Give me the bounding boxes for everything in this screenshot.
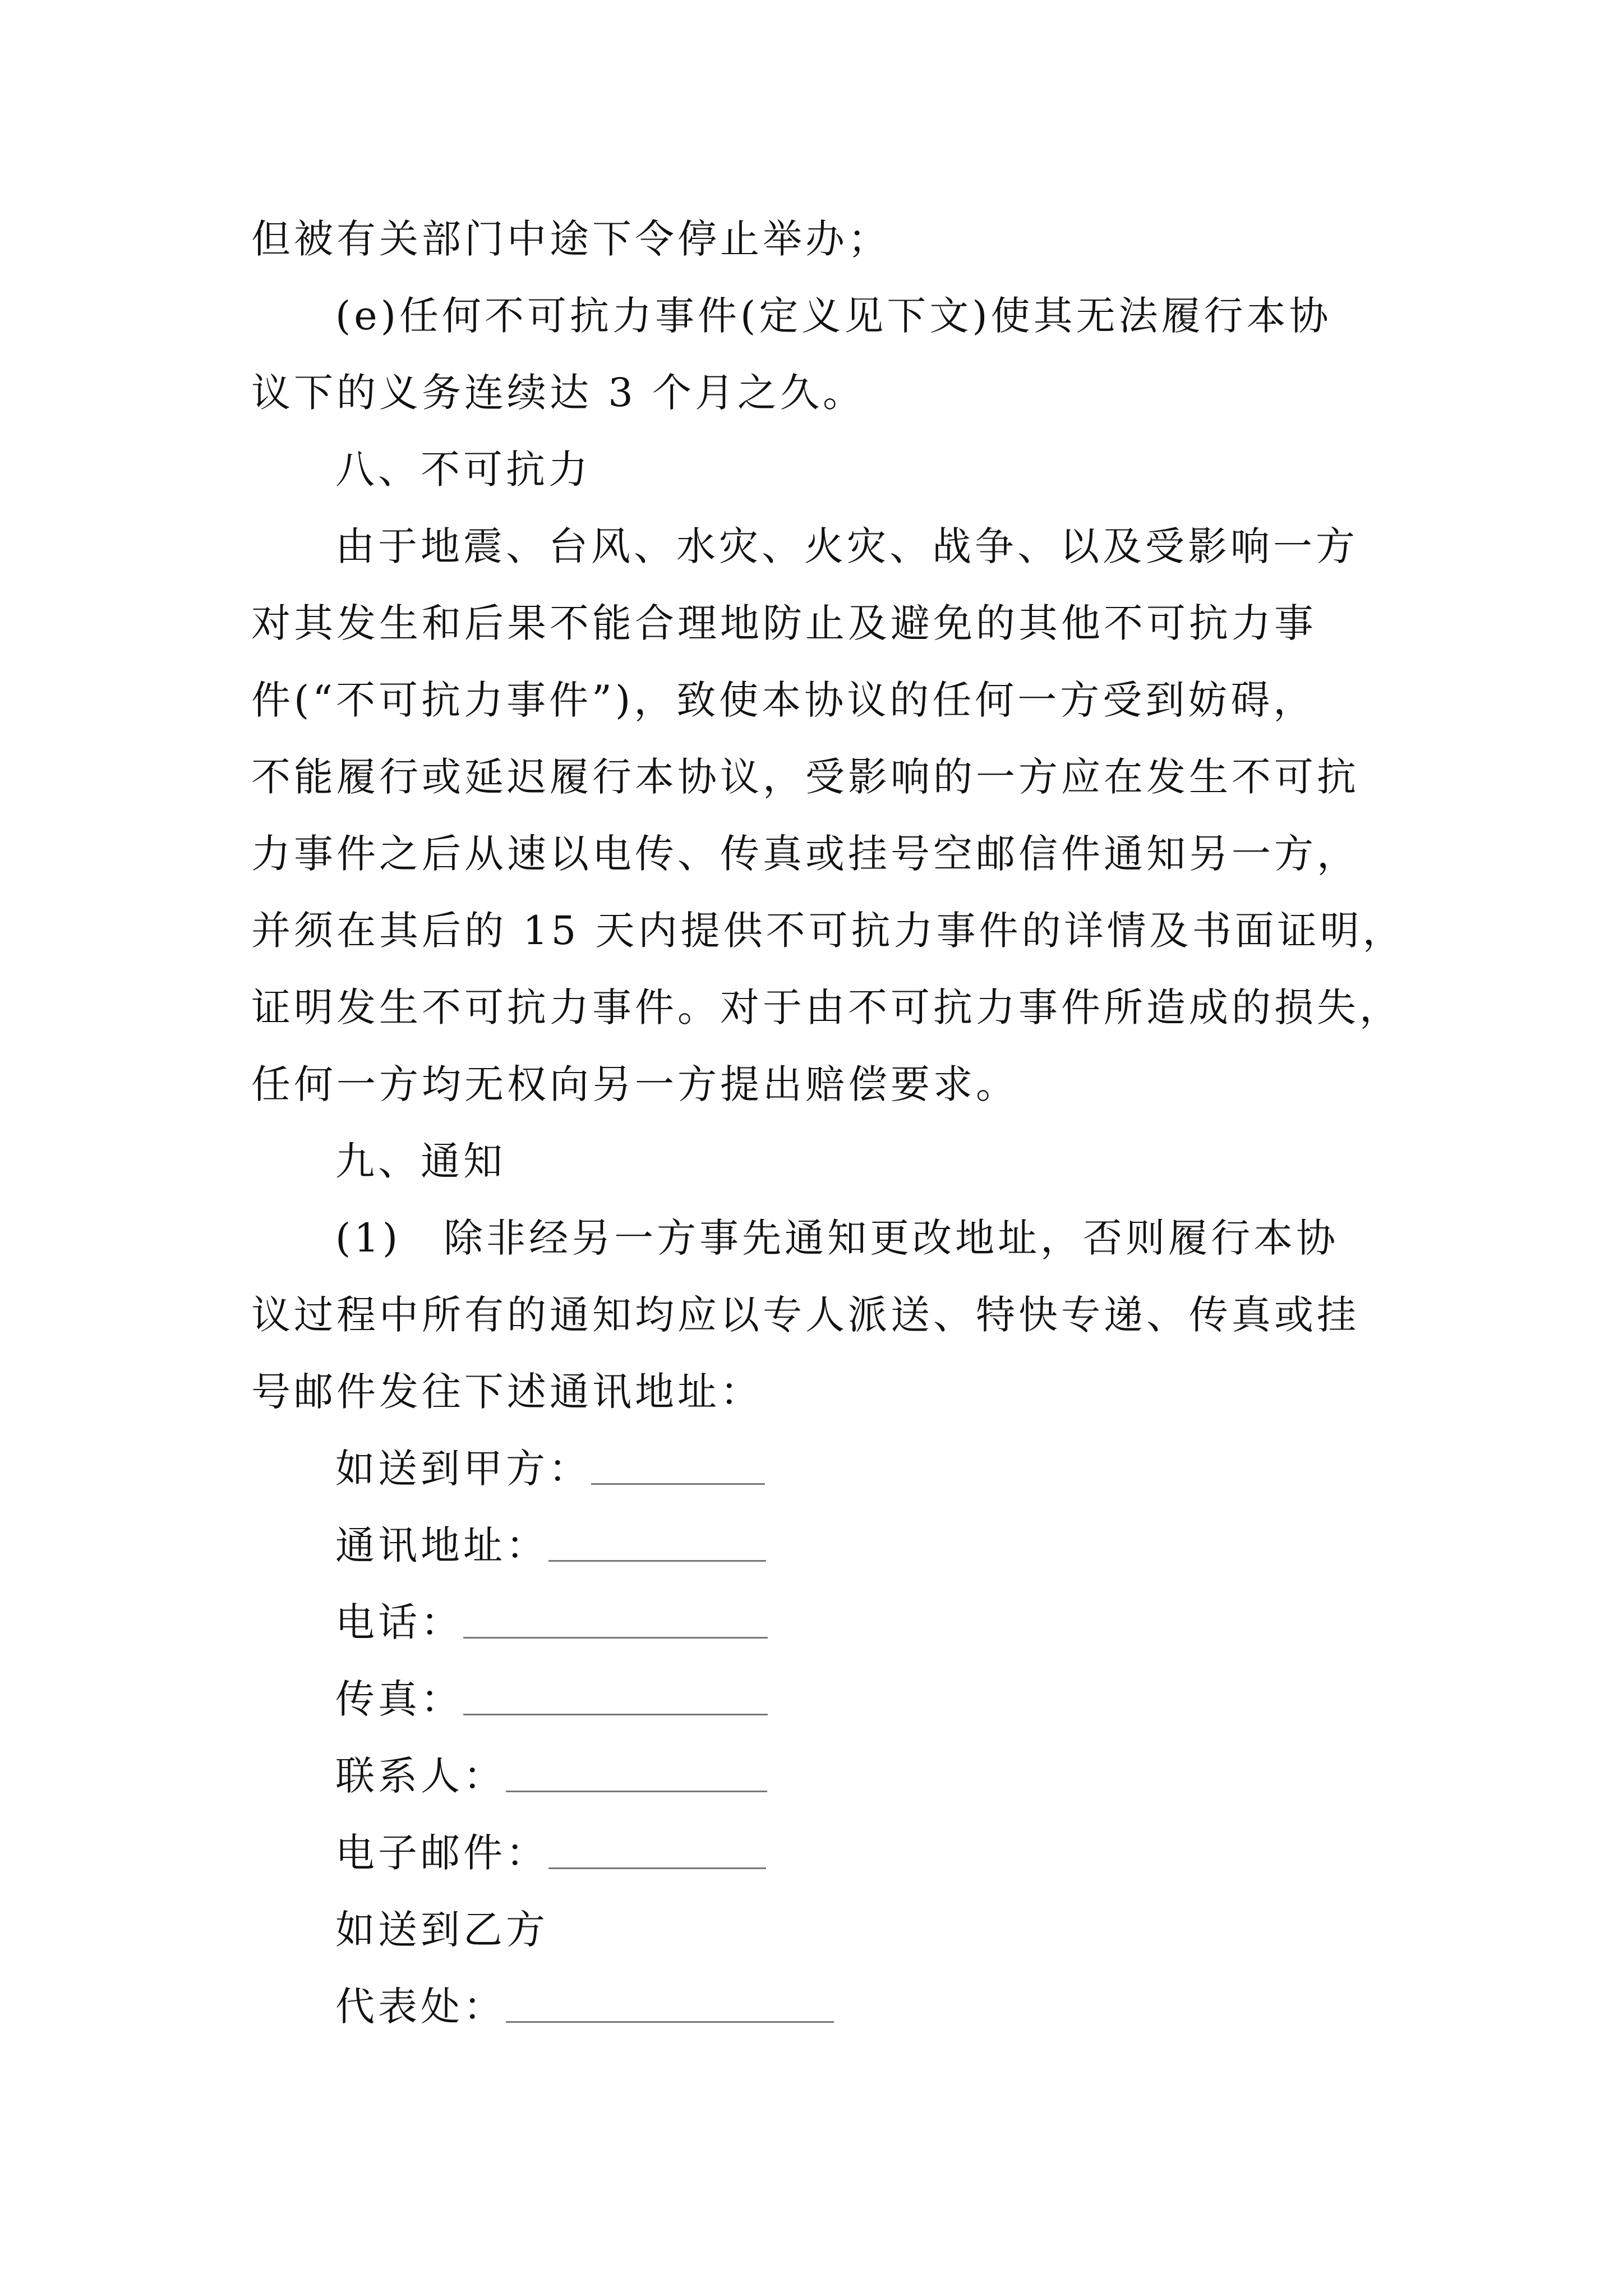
- paragraph-line: 但被有关部门中途下令停止举办；: [251, 216, 891, 262]
- office-label: 代表处：: [335, 1984, 506, 2030]
- paragraph-line: 力事件之后从速以电传、传真或挂号空邮信件通知另一方，: [251, 831, 1359, 877]
- fax-field: [251, 1661, 1399, 1738]
- paragraph-line: 并须在其后的 15 天内提供不可抗力事件的详情及书面证明，: [251, 908, 1405, 954]
- party-a-label: 如送到甲方：: [335, 1446, 591, 1492]
- party-a-field: [251, 1430, 1399, 1507]
- email-field: [251, 1815, 1399, 1892]
- contact-field: [251, 1738, 1399, 1815]
- party-b-label: 如送到乙方: [335, 1907, 548, 1953]
- paragraph-line: 由于地震、台风、水灾、火灾、战争、以及受影响一方: [335, 523, 1358, 569]
- phone-label: 电话：: [335, 1599, 463, 1645]
- address-label: 通讯地址：: [335, 1522, 548, 1568]
- document-body: [251, 201, 1405, 2045]
- paragraph-line: 议过程中所有的通知均应以专人派送、特快专递、传真或挂: [251, 1292, 1359, 1338]
- office-blank[interactable]: [506, 2021, 834, 2023]
- paragraph-line: 议下的义务连续达 3 个月之久。: [251, 370, 866, 416]
- phone-blank[interactable]: [463, 1637, 768, 1639]
- contact-label: 联系人：: [335, 1753, 506, 1799]
- paragraph-line: 证明发生不可抗力事件。对于由不可抗力事件所造成的损失，: [251, 984, 1402, 1030]
- paragraph-line: 任何一方均无权向另一方提出赔偿要求。: [251, 1061, 1018, 1107]
- paragraph-line: 对其发生和后果不能合理地防止及避免的其他不可抗力事: [251, 600, 1317, 646]
- address-blank[interactable]: [548, 1560, 766, 1562]
- fax-label: 传真：: [335, 1676, 463, 1722]
- paragraph-line: 件(“不可抗力事件”)，致使本协议的任何一方受到妨碍，: [251, 677, 1316, 723]
- section-heading-force-majeure: 八、不可抗力: [335, 447, 591, 493]
- fax-blank[interactable]: [463, 1714, 768, 1715]
- paragraph-line: (e)任何不可抗力事件(定义见下文)使其无法履行本协: [335, 293, 1332, 339]
- section-heading-notice: 九、通知: [335, 1138, 506, 1184]
- paragraph-line: (1) 除非经另一方事先通知更改地址，否则履行本协: [335, 1215, 1339, 1261]
- email-blank[interactable]: [548, 1867, 766, 1869]
- paragraph-line: 不能履行或延迟履行本协议，受影响的一方应在发生不可抗: [251, 754, 1359, 800]
- contact-blank[interactable]: [506, 1791, 767, 1792]
- paragraph-line: 号邮件发往下述通讯地址：: [251, 1369, 763, 1415]
- email-label: 电子邮件：: [335, 1830, 548, 1876]
- address-field: [251, 1507, 1399, 1584]
- party-a-blank[interactable]: [591, 1483, 765, 1485]
- phone-field: [251, 1584, 1399, 1661]
- office-field: [251, 1968, 1399, 2045]
